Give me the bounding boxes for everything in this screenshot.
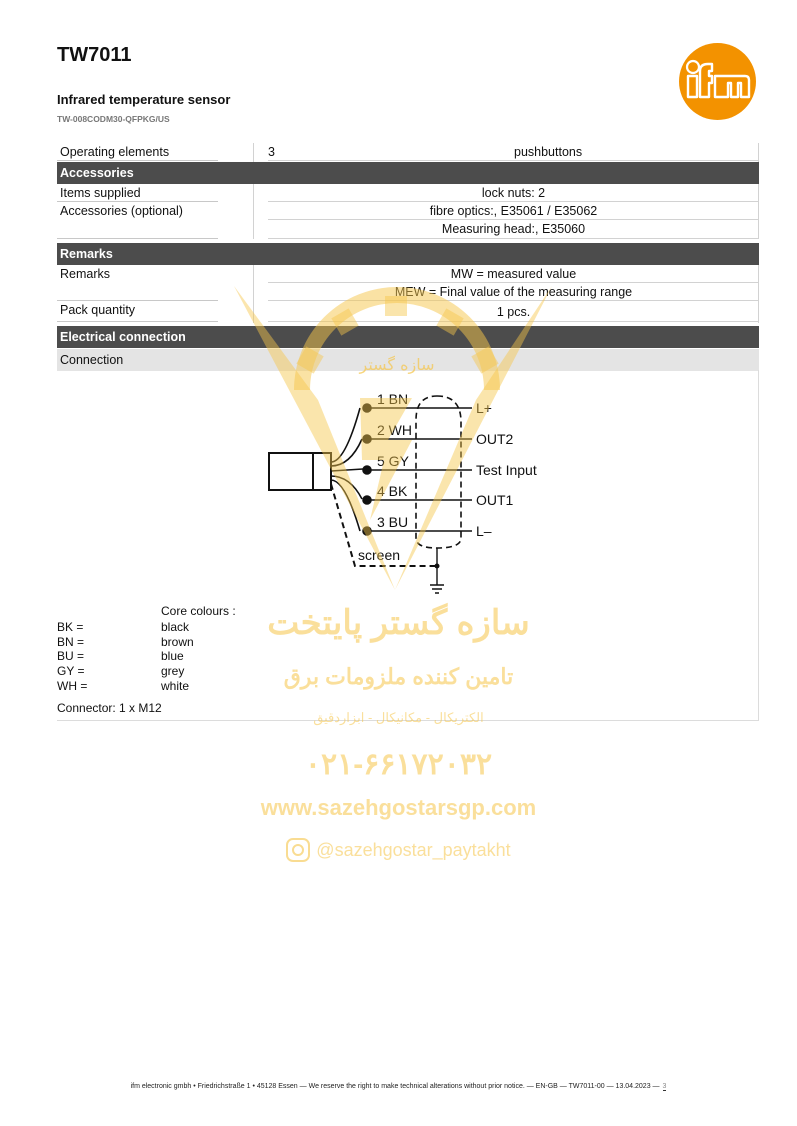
- core-code-wh: WH =: [57, 678, 88, 693]
- accessories-optional-value-2: Measuring head:, E35060: [441, 222, 586, 236]
- connector-spec: Connector: 1 x M12: [57, 701, 162, 715]
- core-code-bu: BU =: [57, 649, 85, 664]
- core-name-bu: blue: [161, 649, 184, 664]
- operating-elements-unit: pushbuttons: [514, 145, 583, 159]
- wire-2-pin: 2 WH: [377, 422, 412, 438]
- watermark-subline: الکتریکال - مکانیکال - ابزاردقیق: [313, 710, 484, 725]
- core-name-gy: grey: [161, 664, 185, 679]
- remarks-value-1: MW = measured value: [450, 267, 577, 281]
- core-code-gy: GY =: [57, 664, 85, 679]
- items-supplied-label: Items supplied: [60, 186, 141, 200]
- remarks-value-2: MEW = Final value of the measuring range: [394, 285, 633, 299]
- core-code-bn: BN =: [57, 634, 85, 649]
- section-remarks: Remarks: [57, 243, 759, 265]
- wire-5-pin: 3 BU: [377, 514, 409, 530]
- watermark-arc-text: سازه گستر: [359, 355, 435, 374]
- product-subtitle: Infrared temperature sensor: [57, 92, 231, 107]
- wire-5-signal: L–: [476, 523, 492, 539]
- watermark-tagline: تامین کننده ملزومات برق: [283, 664, 514, 689]
- page-number: 3: [662, 1083, 667, 1090]
- wire-2-signal: OUT2: [476, 431, 514, 447]
- watermark-instagram: @sazehgostar_paytakht: [316, 840, 511, 860]
- product-title: TW7011: [57, 44, 132, 66]
- remarks-label: Remarks: [60, 267, 111, 281]
- wire-4-signal: OUT1: [476, 492, 514, 508]
- wire-3-signal: Test Input: [476, 462, 537, 478]
- watermark-phone: ۰۲۱-۶۶۱۷۲۰۳۲: [304, 748, 493, 781]
- connection-label: Connection: [57, 349, 759, 371]
- items-supplied-value: lock nuts: 2: [481, 186, 546, 200]
- wire-3-pin: 5 GY: [377, 453, 409, 469]
- core-name-bk: black: [161, 620, 190, 634]
- wire-1-signal: L+: [476, 400, 492, 416]
- pack-quantity-value: 1 pcs.: [496, 305, 531, 319]
- wire-4-pin: 4 BK: [377, 483, 408, 499]
- core-colours-title: Core colours :: [161, 604, 236, 618]
- page-footer: [0, 1083, 797, 1091]
- core-name-bn: brown: [161, 634, 194, 649]
- pack-quantity-label: Pack quantity: [60, 303, 136, 317]
- core-code-bk: BK =: [57, 620, 84, 634]
- accessories-optional-value-1: fibre optics:, E35061 / E35062: [429, 204, 598, 218]
- watermark-name: سازه گستر پایتخت: [267, 604, 530, 642]
- watermark-website: www.sazehgostarsgp.com: [260, 795, 537, 820]
- article-code: TW-008CODM30-QFPKG/US: [57, 114, 170, 124]
- operating-elements-value: 3: [268, 145, 275, 159]
- wire-1-pin: 1 BN: [377, 391, 409, 407]
- footer-text: ifm electronic gmbh • Friedrichstraße 1 • 45128 Essen — We reserve the right to make technical alterations without prior notice. — EN-GB — TW7011-00 — 13.04.2023 —: [130, 1083, 660, 1090]
- section-electrical-connection: Electrical connection: [57, 326, 759, 348]
- accessories-optional-label: Accessories (optional): [60, 204, 183, 218]
- section-accessories: Accessories: [57, 162, 759, 184]
- screen-label: screen: [358, 547, 401, 563]
- operating-elements-label: Operating elements: [60, 145, 170, 159]
- core-name-wh: white: [161, 678, 190, 693]
